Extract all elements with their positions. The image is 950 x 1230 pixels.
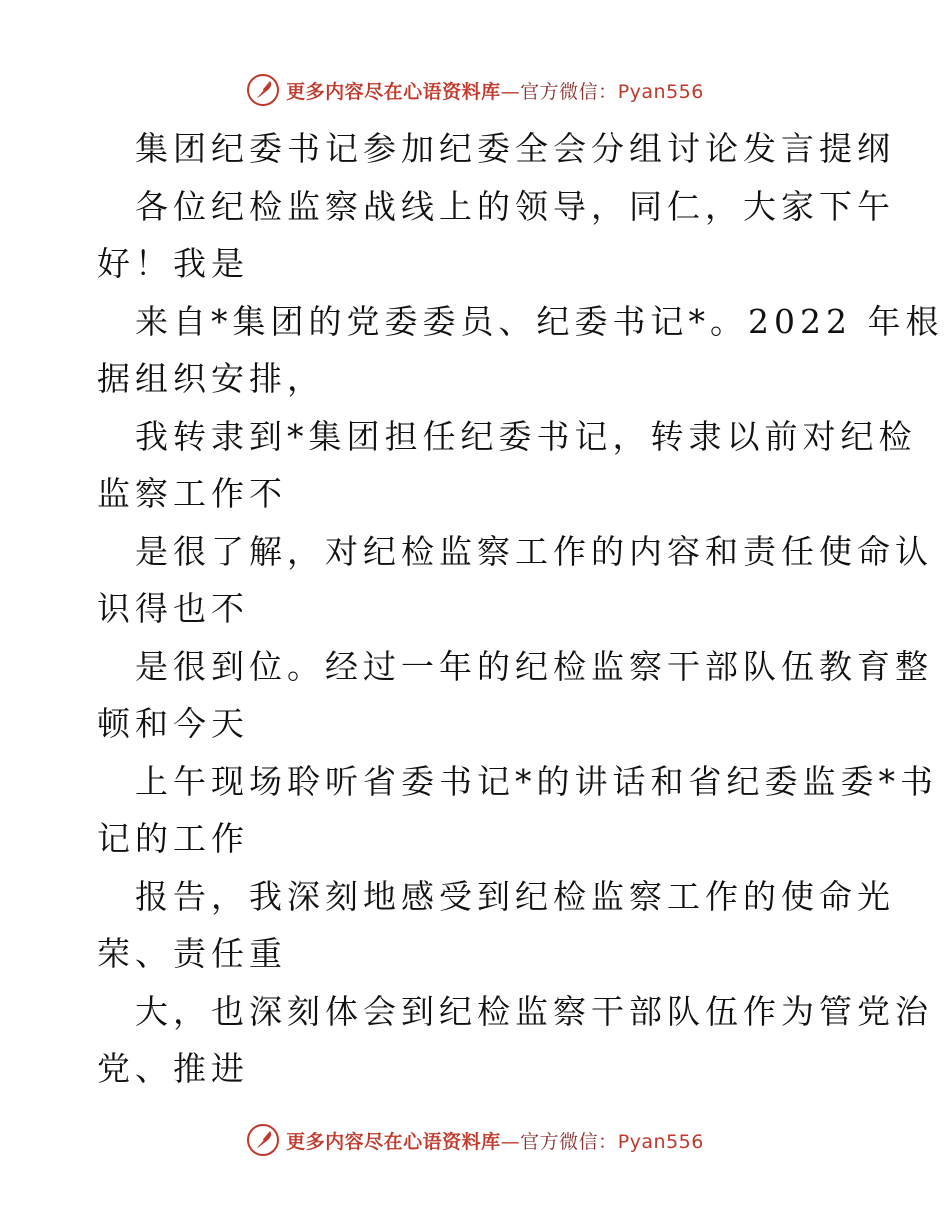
banner-text — [286, 1127, 704, 1154]
paragraph-line: 来自*集团的党委委员、纪委书记*。2022 年根 — [135, 301, 944, 341]
paragraph-line: 上午现场聆听省委书记*的讲话和省纪委监委*书 — [135, 761, 938, 801]
paragraph-line: 顿和今天 — [97, 704, 249, 743]
banner-wechat-label: 官方微信： — [520, 80, 618, 103]
banner-promo: 更多内容尽在心语资料库 — [286, 1130, 501, 1153]
banner-wechat-id: Pyan556 — [617, 1130, 704, 1153]
feather-pen-logo-icon — [246, 1123, 280, 1157]
paragraph-line: 记的工作 — [97, 819, 249, 858]
paragraph-line: 党、推进 — [97, 1049, 249, 1088]
document-body — [97, 120, 944, 1098]
paragraph-line: 识得也不 — [97, 589, 249, 628]
footer-banner — [0, 1120, 950, 1160]
paragraph-line: 报告，我深刻地感受到纪检监察工作的使命光 — [135, 876, 895, 916]
feather-pen-logo-icon — [246, 73, 280, 107]
banner-dash: — — [500, 80, 521, 103]
banner-text — [286, 77, 704, 104]
paragraph-line: 荣、责任重 — [97, 934, 287, 973]
paragraph-line: 据组织安排， — [97, 359, 325, 398]
paragraph-line: 是很了解，对纪检监察工作的内容和责任使命认 — [135, 531, 933, 571]
paragraph-line: 各位纪检监察战线上的领导，同仁，大家下午 — [135, 186, 895, 226]
paragraph-line: 大，也深刻体会到纪检监察干部队伍作为管党治 — [135, 991, 933, 1031]
banner-dash: — — [500, 1130, 521, 1153]
paragraph-line: 监察工作不 — [97, 474, 287, 513]
header-banner — [0, 70, 950, 110]
banner-wechat-id: Pyan556 — [617, 80, 704, 103]
banner-promo: 更多内容尽在心语资料库 — [286, 80, 501, 103]
document-title: 集团纪委书记参加纪委全会分组讨论发言提纲 — [135, 129, 895, 168]
paragraph-line: 好！我是 — [97, 244, 249, 283]
paragraph-line: 是很到位。经过一年的纪检监察干部队伍教育整 — [135, 646, 933, 686]
banner-wechat-label: 官方微信： — [520, 1130, 618, 1153]
paragraph-line: 我转隶到*集团担任纪委书记，转隶以前对纪检 — [135, 416, 917, 456]
